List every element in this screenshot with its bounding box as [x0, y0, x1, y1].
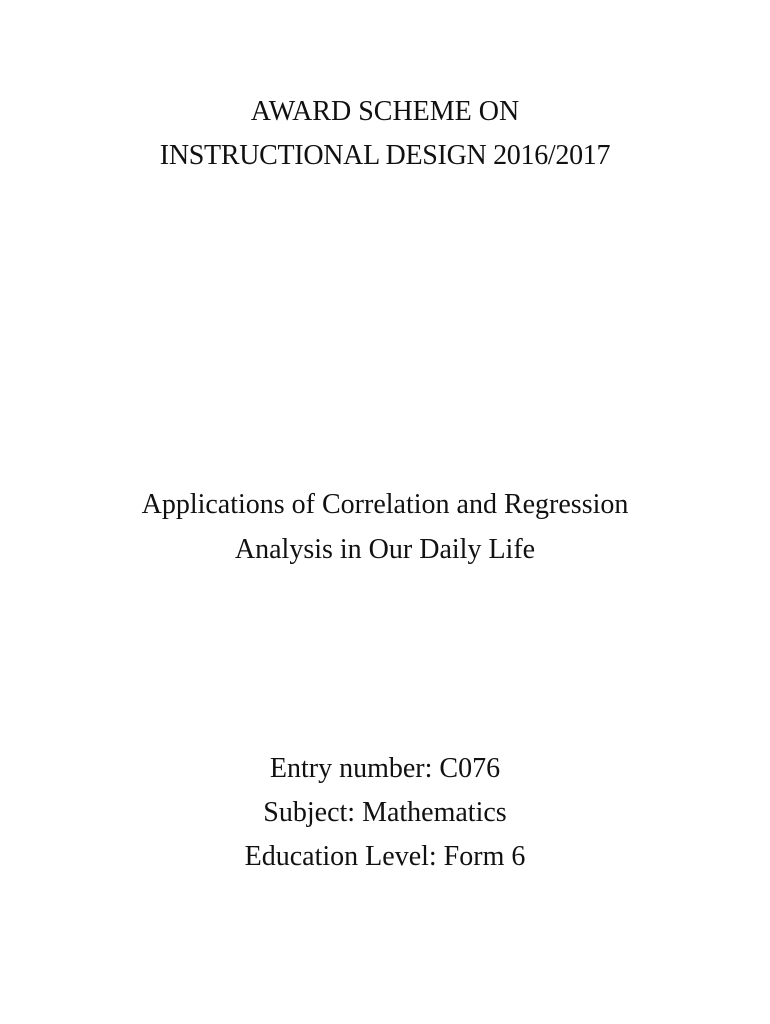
education-level: Education Level: Form 6 — [244, 841, 526, 872]
award-scheme-heading-line-2: INSTRUCTIONAL DESIGN 2016/2017 — [159, 140, 611, 171]
document-title-line-1: Applications of Correlation and Regression — [141, 489, 629, 520]
entry-number: Entry number: C076 — [269, 753, 501, 784]
award-scheme-heading-line-1: AWARD SCHEME ON — [250, 96, 520, 127]
document-title-line-2: Analysis in Our Daily Life — [234, 534, 536, 565]
subject: Subject: Mathematics — [263, 797, 507, 828]
